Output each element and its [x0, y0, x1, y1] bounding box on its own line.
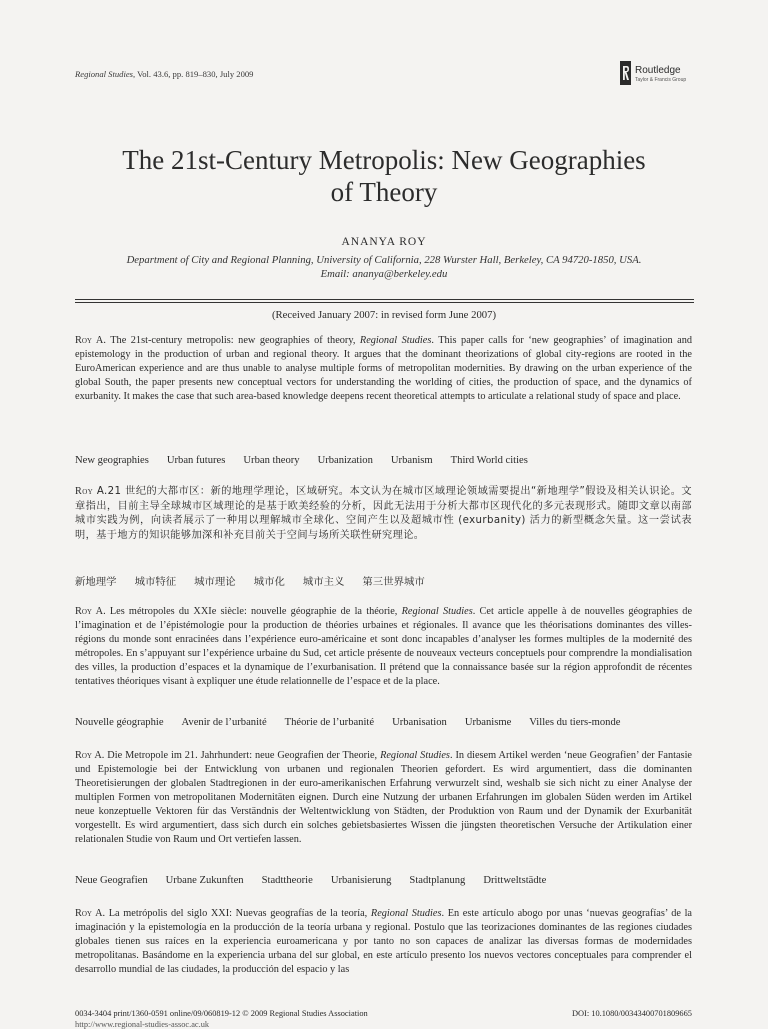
routledge-logo	[620, 61, 740, 87]
keyword: Urbanization	[317, 455, 373, 466]
keyword: Stadtplanung	[409, 875, 466, 886]
author-email: Email: ananya@berkeley.edu	[320, 268, 448, 280]
article-title-line-1: The 21st-Century Metropolis: New Geographies	[122, 145, 646, 175]
footer-issn-copyright: 0034-3404 print/1360-0591 online/09/060819-12 © 2009 Regional Studies Association	[75, 1009, 368, 1018]
keyword: Drittweltstädte	[483, 875, 547, 886]
article-title	[40, 144, 728, 208]
journal-citation	[75, 69, 253, 79]
keyword: Avenir de l’urbanité	[181, 717, 267, 728]
keywords-french	[75, 717, 715, 728]
publisher-group: Taylor & Francis Group	[635, 77, 687, 83]
keywords-english	[75, 455, 715, 466]
keyword: 城市特征	[134, 576, 177, 588]
abstract-english: Roy A. The 21st-century metropolis: new geographies of theory, Regional Studies. This paper calls for ‘new geographies’ of imagination and epistemology in the production of urban and regional theory. It argues that the dominant theorizations of global city-regions are rooted in the EuroAmerican experience and are thus unable to analyse multiple forms of metropolitan modernities. By drawing on the urban experience of the global South, the paper presents new conceptual vectors for understanding the worlding of cities, the production of space, and the dynamics of exurbanity. It makes the case that such area-based knowledge deepens recent theoretical attempts to articulate a relational study of space and place.	[75, 335, 692, 402]
keyword: 第三世界城市	[362, 576, 425, 588]
keyword: Urban futures	[166, 455, 226, 466]
abstract-french: Roy A. Les métropoles du XXIe siècle: nouvelle géographie de la théorie, Regional Studies. Cet article appelle à de nouvelles géographies de l’imagination et de l’épistémologie pour la production de théories urbaines et régionales. Il avance que les théorisations dominantes des villes-régions du monde sont enracinées dans l’expérience euro-américaine et sont donc incapables d’analyser les formes multiples de la modernité des métropoles. En s’appuyant sur l’expérience urbaine du Sud, cet article présente de nouveaux vecteurs conceptuels pour comprendre la mondialisation des villes, la production d’espaces et la dynamique de l’exurbanisation. Il prétend que la connaissance basée sur la région approfondit de récentes tentatives théoriques visant à expliquer une étude relationnelle de l’espace et de la place.	[75, 606, 693, 687]
affiliation-address: Department of City and Regional Planning, University of California, 228 Wurster Hall, Berkeley, CA 94720-1850, USA.	[126, 254, 642, 266]
keyword: Third World cities	[450, 455, 528, 466]
keyword: Villes du tiers-monde	[529, 717, 621, 728]
abstract-author: Roy	[75, 750, 92, 761]
keyword: Neue Geografien	[75, 875, 148, 886]
keyword: Urban theory	[243, 455, 300, 466]
keyword: Stadttheorie	[261, 875, 313, 886]
abstract-spanish: Roy A. La metrópolis del siglo XXI: Nuevas geografías de la teoría, Regional Studies. En este artículo abogo por unas ‘nuevas geografías’ de la imaginación y la epistemología en la producción de la teoría urbana y regional. Postulo que las teorizaciones dominantes de las regiones ciudades globales tienen sus raíces en la experiencia euroamericana y por tanto no son capaces de analizar las diversas formas de modernidades metropolitanas. Basándome en la experiencia urbana del sur global, en este artículo presento los nuevos vectores conceptuales para comprender el desarrollo mundial de las ciudades, la producción del espacio y las	[75, 908, 692, 975]
routledge-logo-icon	[620, 61, 631, 85]
keyword: Urbane Zukunften	[165, 875, 244, 886]
keyword: Urbanisation	[392, 717, 447, 728]
author-affiliation	[40, 253, 728, 281]
divider-rule	[75, 299, 694, 300]
abstract-author: Roy	[75, 486, 94, 497]
keyword: 城市主义	[302, 576, 345, 588]
divider-rule	[75, 302, 694, 303]
keyword: Théorie de l’urbanité	[284, 717, 375, 728]
abstract-german: Roy A. Die Metropole im 21. Jahrhundert: neue Geografien der Theorie, Regional Studies. In diesem Artikel werden ‘neue Geografien’ der Fantasie und Epistemologie bei der Entwicklung von urbanen und regionalen Theorien gefordert. Es wird argumentiert, dass die dominanten Theoretisierungen der globalen Stadtregionen in der euro-amerikanischen Erfahrung verwurzelt sind, weshalb sie sich nicht zu einer Analyse der multiplen Formen von metropolitanen Modernitäten eignen. Durch eine Nutzung der urbanen Erfahrungen im globalen Süden werden im Artikel neue konzeptuelle Vektoren für das Verständnis der Weltentwicklung von Städten, der Produktion von Raum und der Dynamik der Exurbanität vorgestellt. Es wird argumentiert, dass sich durch ein solches gebietsbasiertes Wissen die jüngsten theoretischen Versuche der Artikulation einer relationalen Studie von Raum und Ort vertiefen lassen.	[75, 750, 692, 845]
journal-volume-pages: , Vol. 43.6, pp. 819–830, July 2009	[133, 69, 254, 79]
keyword: Nouvelle géographie	[75, 717, 164, 728]
author-name: ANANYA ROY	[341, 236, 427, 248]
abstract-author: Roy	[75, 335, 92, 346]
footer-url: http://www.regional-studies-assoc.ac.uk	[75, 1020, 210, 1029]
keyword: 城市理论	[194, 576, 236, 588]
keyword: 城市化	[253, 576, 285, 588]
abstract-author: Roy	[75, 606, 92, 617]
abstract-author: Roy	[75, 908, 92, 919]
keyword: Urbanisierung	[330, 875, 392, 886]
journal-name: Regional Studies	[75, 69, 133, 79]
publisher-name: Routledge	[635, 65, 681, 76]
footer-doi: DOI: 10.1080/00343400701809665	[571, 1009, 692, 1018]
abstract-chinese: Roy A.21 世纪的大都市区：新的地理学理论，区域研究。本文认为在城市区域理论领域需要提出“新地理学”假设及相关认识论。文章指出，目前主导全球城市区域理论的是基于欧美经验的分析，因此无法用于分析大都市区现代化的多元表现形式。随即文章以南部城市实践为例，向读者展示了一种用以理解城市全球化、空间产生以及超城市性 (exurbanity) 活力的新型概念矢量。这一尝试表明，基于地方的知识能够加深和补充目前关于空间与场所关联性研究理论。	[75, 486, 692, 541]
received-dates: (Received January 2007: in revised form June 2007)	[271, 309, 497, 321]
keywords-chinese	[75, 573, 715, 588]
article-title-line-2: of Theory	[330, 177, 438, 207]
keyword: New geographies	[75, 455, 149, 466]
keyword: Urbanism	[390, 455, 433, 466]
keyword: Urbanisme	[464, 717, 512, 728]
keyword: 新地理学	[75, 576, 117, 588]
keywords-german	[75, 875, 715, 886]
